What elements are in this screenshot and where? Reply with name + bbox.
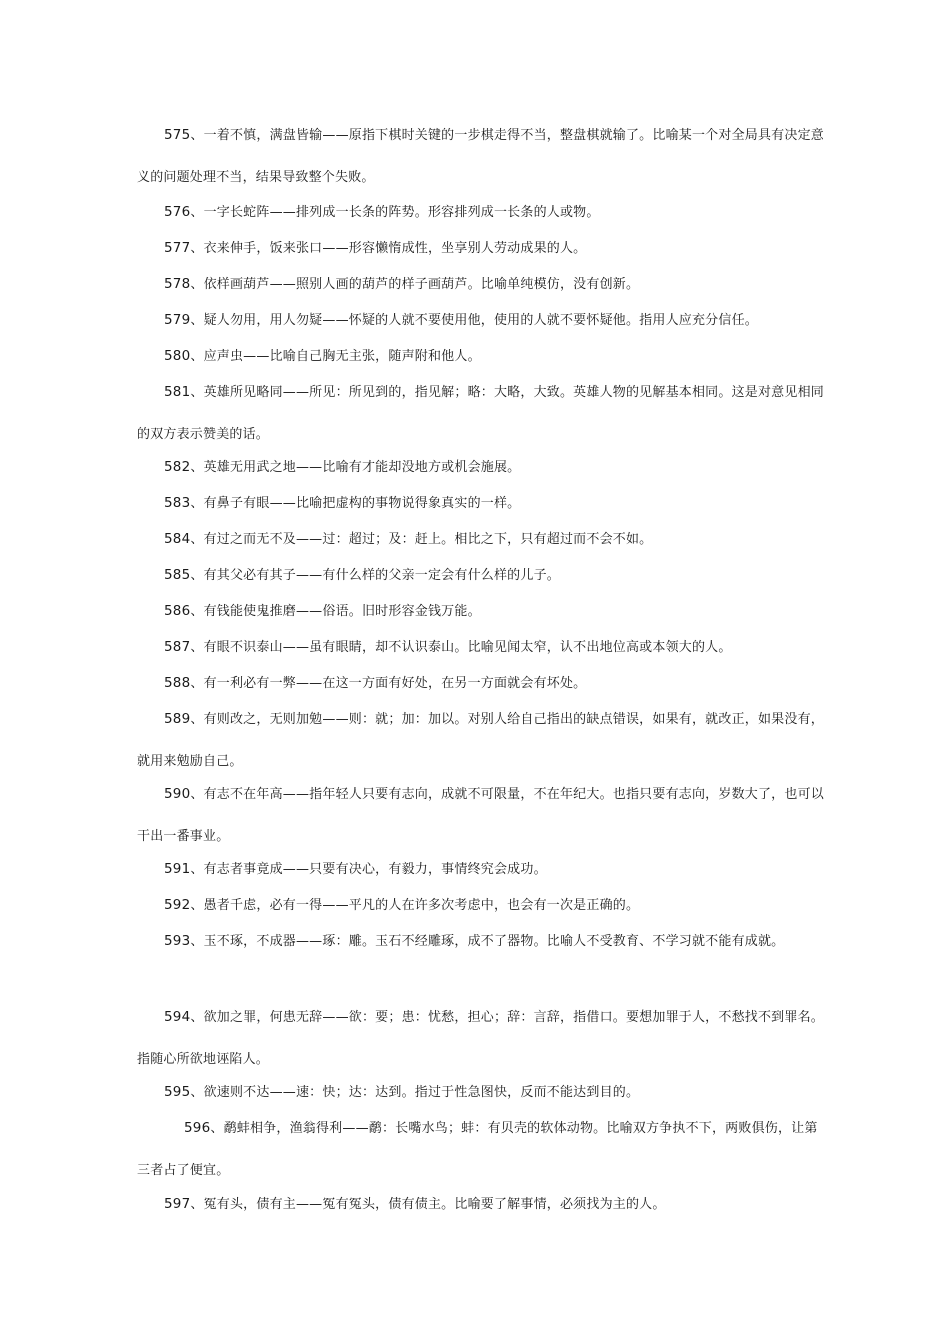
entry-text: 、英雄所见略同——所见：所见到的，指见解；略：大略，大致。英雄人物的见解基本相同。这是对意见相同的双方表示赞美的话。 — [137, 385, 824, 442]
entry-number: 596 — [184, 1120, 211, 1136]
entry-number: 590 — [164, 786, 191, 802]
entry-number: 578 — [164, 276, 191, 292]
entry-text: 、有志不在年高——指年轻人只要有志向，成就不可限量，不在年纪大。也指只要有志向，岁数大了，也可以干出一番事业。 — [137, 787, 824, 844]
entry-text: 、有其父必有其子——有什么样的父亲一定会有什么样的儿子。 — [190, 568, 560, 583]
entry-590 — [137, 773, 827, 858]
entry-number: 584 — [164, 531, 191, 547]
entry-number: 595 — [164, 1084, 191, 1100]
entry-text: 、有志者事竟成——只要有决心，有毅力，事情终究会成功。 — [190, 862, 547, 877]
entry-text: 、英雄无用武之地——比喻有才能却没地方或机会施展。 — [190, 460, 521, 475]
entry-number: 585 — [164, 567, 191, 583]
entry-text: 、有一利必有一弊——在这一方面有好处，在另一方面就会有坏处。 — [190, 676, 587, 691]
entry-text: 、一着不慎，满盘皆输——原指下棋时关键的一步棋走得不当，整盘棋就输了。比喻某一个对全局具有决定意义的问题处理不当，结果导致整个失败。 — [137, 128, 824, 185]
entry-text: 、疑人勿用，用人勿疑——怀疑的人就不要使用他，使用的人就不要怀疑他。指用人应充分信任。 — [190, 313, 758, 328]
entry-text: 、应声虫——比喻自己胸无主张，随声附和他人。 — [190, 349, 481, 364]
entry-594 — [137, 996, 827, 1081]
entry-text: 、依样画葫芦——照别人画的葫芦的样子画葫芦。比喻单纯模仿，没有创新。 — [190, 277, 640, 292]
entry-text: 、有鼻子有眼——比喻把虚构的事物说得象真实的一样。 — [190, 496, 521, 511]
entry-text: 、欲加之罪，何患无辞——欲：要；患：忧愁，担心；辞：言辞，指借口。要想加罪于人，不愁找不到罪名。指随心所欲地诬陷人。 — [137, 1010, 824, 1067]
entry-text: 、冤有头，债有主——冤有冤头，债有债主。比喻要了解事情，必须找为主的人。 — [190, 1197, 666, 1212]
entry-number: 580 — [164, 348, 191, 364]
entry-number: 589 — [164, 711, 191, 727]
entry-text: 、玉不琢，不成器——琢：雕。玉石不经雕琢，成不了器物。比喻人不受教育、不学习就不能有成就。 — [190, 934, 785, 949]
entry-number: 583 — [164, 495, 191, 511]
entry-text: 、鹬蚌相争，渔翁得利——鹬：长嘴水鸟；蚌：有贝壳的软体动物。比喻双方争执不下，两败俱伤，让第三者占了便宜。 — [137, 1121, 818, 1178]
entry-text: 、一字长蛇阵——排列成一长条的阵势。形容排列成一长条的人或物。 — [190, 205, 600, 220]
entry-593 — [137, 920, 827, 963]
entry-597 — [137, 1183, 827, 1226]
entry-number: 587 — [164, 639, 191, 655]
entry-596 — [137, 1107, 827, 1192]
entry-number: 588 — [164, 675, 191, 691]
entry-text: 、愚者千虑，必有一得——平凡的人在许多次考虑中，也会有一次是正确的。 — [190, 898, 640, 913]
entry-number: 591 — [164, 861, 191, 877]
entry-number: 594 — [164, 1009, 191, 1025]
entry-text: 、有钱能使鬼推磨——俗语。旧时形容金钱万能。 — [190, 604, 481, 619]
entry-text: 、衣来伸手，饭来张口——形容懒惰成性，坐享别人劳动成果的人。 — [190, 241, 587, 256]
entry-text: 、有过之而无不及——过：超过；及：赶上。相比之下，只有超过而不会不如。 — [190, 532, 653, 547]
entry-number: 576 — [164, 204, 191, 220]
entry-number: 592 — [164, 897, 191, 913]
entry-number: 586 — [164, 603, 191, 619]
entry-number: 579 — [164, 312, 191, 328]
entry-text: 、有则改之，无则加勉——则：就；加：加以。对别人给自己指出的缺点错误，如果有，就改正，如果没有，就用来勉励自己。 — [137, 712, 824, 769]
entry-589 — [137, 698, 827, 783]
entry-number: 575 — [164, 127, 191, 143]
entry-number: 597 — [164, 1196, 191, 1212]
entry-number: 582 — [164, 459, 191, 475]
entry-number: 577 — [164, 240, 191, 256]
entry-number: 581 — [164, 384, 191, 400]
entry-text: 、有眼不识泰山——虽有眼睛，却不认识泰山。比喻见闻太窄，认不出地位高或本领大的人。 — [190, 640, 732, 655]
entry-number: 593 — [164, 933, 191, 949]
entry-text: 、欲速则不达——速：快；达：达到。指过于性急图快，反而不能达到目的。 — [190, 1085, 640, 1100]
entry-581 — [137, 371, 827, 456]
entry-575 — [137, 114, 827, 199]
